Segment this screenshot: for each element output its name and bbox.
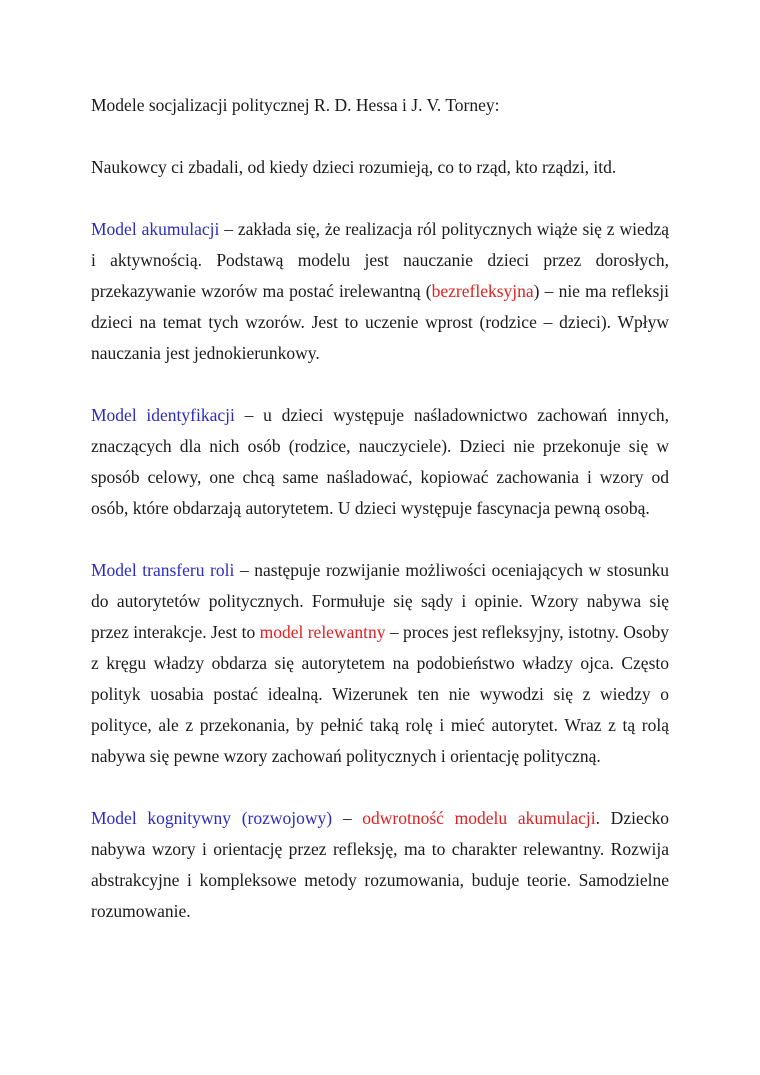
section-identification-model — [91, 400, 669, 524]
section-text: – następuje rozwijanie możliwości oceniających w stosunku do autorytetów politycznych. Formułuje się sądy i opinie. Wzory nabywa się przez interakcje. Jest to — [91, 560, 670, 642]
section-role-transfer-model — [91, 555, 669, 772]
section-text: . Dziecko nabywa wzory i orientację przez refleksję, ma to charakter relewantny. Rozwija abstrakcyjne i kompleksowe metody rozumowania, buduje teorie. Samodzielne rozumowanie. — [91, 808, 669, 921]
section-text: – zakłada się, że realizacja ról politycznych wiąże się z wiedzą i aktywnością. Podstawą modelu jest nauczanie dzieci przez dorosłych, przekazywanie wzorów ma postać irelewantną ( — [91, 219, 669, 301]
model-name: Model kognitywny (rozwojowy) — [91, 808, 333, 828]
highlighted-term: odwrotność modelu akumulacji — [362, 808, 596, 828]
section-cognitive-model — [91, 803, 669, 927]
document-title: Modele socjalizacji politycznej R. D. Hessa i J. V. Torney: — [91, 95, 500, 115]
model-name: Model akumulacji — [91, 219, 220, 239]
model-name: Model identyfikacji — [91, 405, 235, 425]
highlighted-term: model relewantny — [259, 622, 386, 642]
intro-paragraph: Naukowcy ci zbadali, od kiedy dzieci rozumieją, co to rząd, kto rządzi, itd. — [91, 157, 617, 177]
highlighted-term: bezrefleksyjna — [431, 281, 534, 301]
section-accumulation-model — [91, 214, 669, 369]
section-separator: – — [332, 808, 363, 828]
section-text: ) – nie ma refleksji dzieci na temat tych wzorów. Jest to uczenie wprost (rodzice – dzieci). Wpływ nauczania jest jednokierunkowy. — [91, 281, 669, 363]
section-text: – proces jest refleksyjny, istotny. Osoby z kręgu władzy obdarza się autorytetem na podobieństwo władzy ojca. Często polityk uosabia postać idealną. Wizerunek ten nie wywodzi się z wiedzy o polityce, ale z przekonania, by pełnić taką rolę i mieć autorytet. Wraz z tą rolą nabywa się pewne wzory zachowań politycznych i orientację polityczną. — [91, 622, 669, 766]
document-body — [91, 90, 669, 927]
section-text: – u dzieci występuje naśladownictwo zachowań innych, znaczących dla nich osób (rodzice, nauczyciele). Dzieci nie przekonuje się w sposób celowy, one chcą same naśladować, kopiować zachowania i wzory od osób, które obdarzają autorytetem. U dzieci występuje fascynacja pewną osobą. — [91, 405, 669, 518]
model-name: Model transferu roli — [91, 560, 235, 580]
